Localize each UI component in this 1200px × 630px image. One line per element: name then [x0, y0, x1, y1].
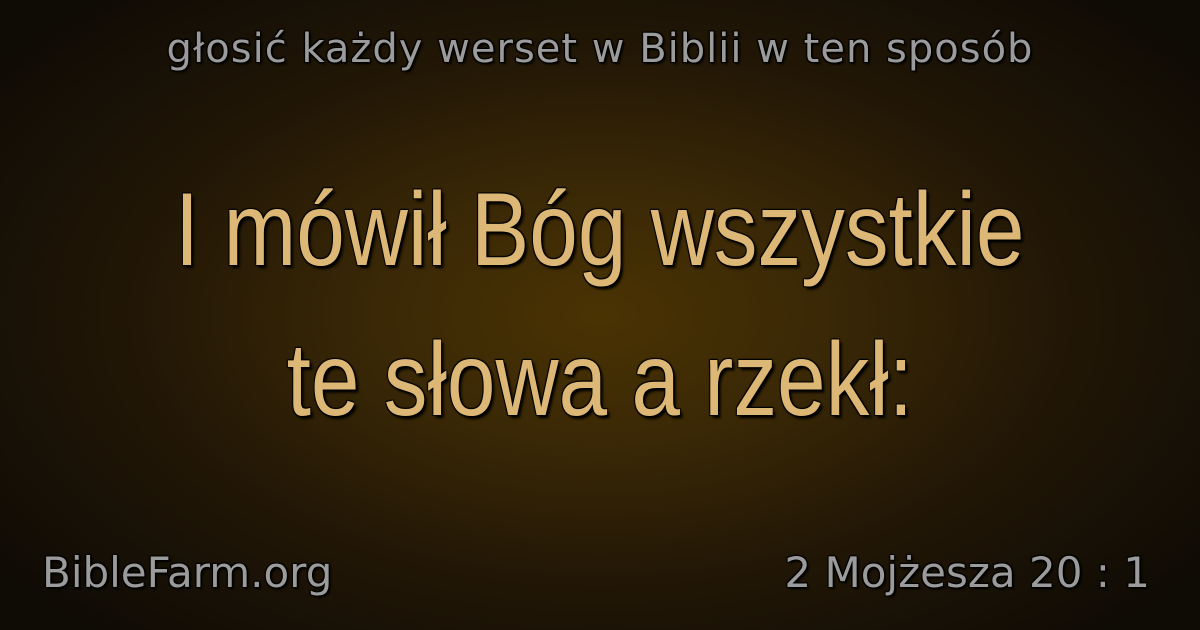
site-name: BibleFarm.org	[42, 548, 333, 597]
verse-text	[40, 140, 1160, 470]
verse-line-1: I mówił Bóg wszystkie	[175, 172, 1025, 288]
tagline: głosić każdy werset w Biblii w ten sposób	[166, 26, 1034, 72]
verse-line-2: te słowa a rzekł:	[286, 322, 914, 438]
verse-reference: 2 Mojżesza 20 : 1	[784, 548, 1150, 597]
